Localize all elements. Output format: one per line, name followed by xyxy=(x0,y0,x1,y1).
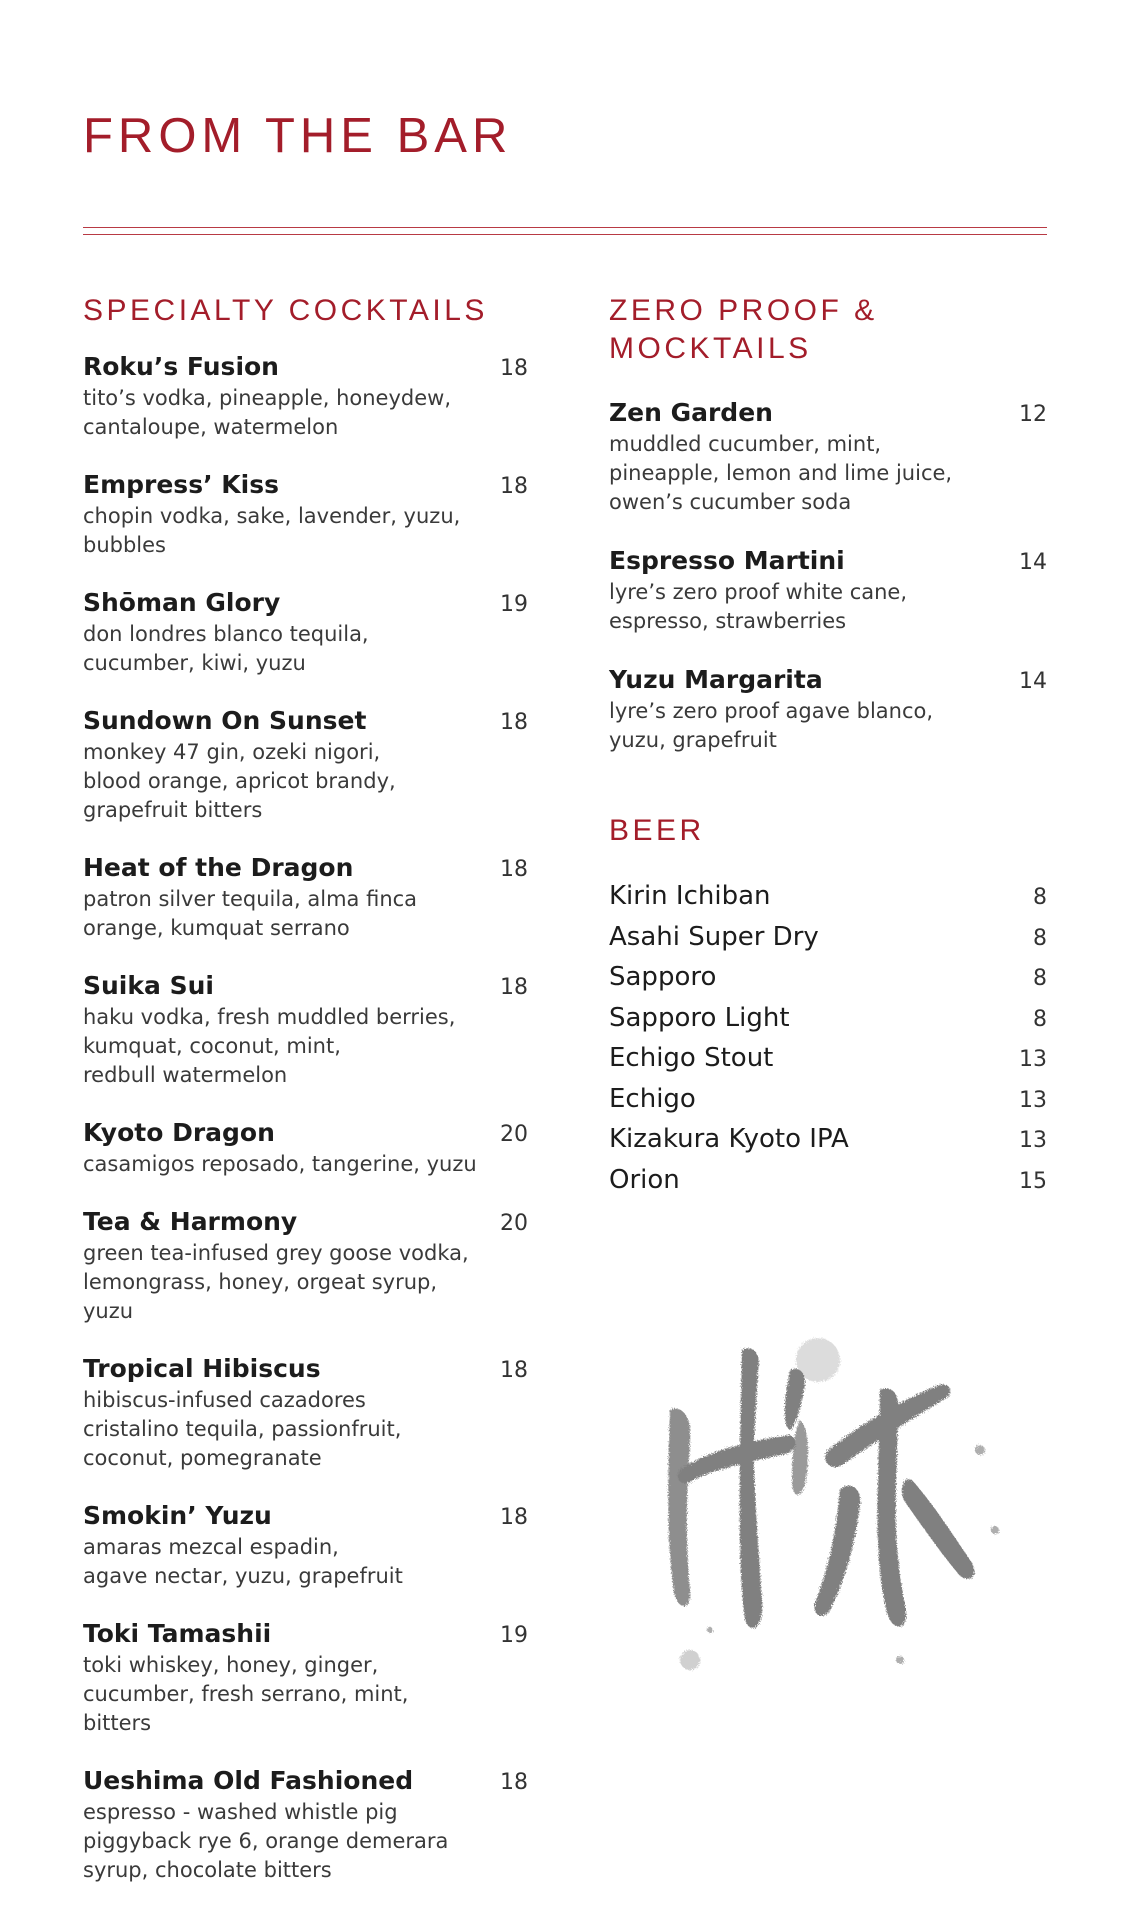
menu-item-name: Shōman Glory xyxy=(83,588,281,617)
beer-price: 8 xyxy=(1033,966,1047,991)
menu-item-price: 14 xyxy=(1019,669,1047,694)
beer-price: 15 xyxy=(1019,1168,1047,1194)
menu-item-header xyxy=(83,851,528,886)
menu-item-price: 18 xyxy=(500,1770,528,1795)
menu-item-description: hibiscus-infused cazadores cristalino tequila, passionfruit, coconut, pomegranate xyxy=(83,1388,402,1470)
menu-item xyxy=(83,1205,528,1326)
cocktail-list xyxy=(83,350,528,1885)
beer-price: 13 xyxy=(1019,1087,1047,1113)
section-title-beer: BEER xyxy=(609,814,705,847)
menu-item xyxy=(609,663,1047,755)
menu-item-description: lyre’s zero proof white cane, espresso, strawberries xyxy=(609,580,908,633)
menu-item xyxy=(609,544,1047,636)
zero-proof-section xyxy=(609,292,1047,1201)
beer-price: 13 xyxy=(1019,1128,1047,1153)
menu-item-price: 18 xyxy=(500,710,528,735)
beer-name: Echigo xyxy=(609,1083,696,1114)
menu-item-price: 14 xyxy=(1019,550,1047,575)
beer-item xyxy=(609,1120,1047,1161)
menu-item-header xyxy=(83,586,528,621)
beer-price: 8 xyxy=(1033,925,1047,951)
menu-item-name: Tropical Hibiscus xyxy=(83,1354,321,1383)
beer-price: 13 xyxy=(1019,1047,1047,1072)
menu-item-header xyxy=(609,544,1047,579)
menu-item xyxy=(83,851,528,943)
menu-item-price: 18 xyxy=(500,975,528,1000)
menu-item-name: Heat of the Dragon xyxy=(83,853,354,882)
menu-item-description: patron silver tequila, alma finca orange, kumquat serrano xyxy=(83,887,418,940)
menu-item-header xyxy=(609,663,1047,698)
menu-item-description: espresso - washed whistle pig piggyback rye 6, orange demerara syrup, chocolate bitters xyxy=(83,1800,449,1882)
menu-item-description: lyre’s zero proof agave blanco, yuzu, grapefruit xyxy=(609,699,934,752)
menu-item-header xyxy=(83,1617,528,1652)
menu-item-header xyxy=(83,1499,528,1534)
menu-item-price: 18 xyxy=(500,1358,528,1383)
menu-item-description: toki whiskey, honey, ginger, cucumber, fresh serrano, mint, bitters xyxy=(83,1653,409,1735)
menu-item xyxy=(83,969,528,1090)
menu-item-header xyxy=(83,969,528,1004)
menu-item-description: monkey 47 gin, ozeki nigori, blood orange, apricot brandy, grapefruit bitters xyxy=(83,740,396,822)
menu-item-name: Toki Tamashii xyxy=(83,1619,272,1648)
menu-item xyxy=(83,586,528,678)
divider-line xyxy=(83,227,1047,228)
menu-item-price: 19 xyxy=(500,592,528,617)
menu-item xyxy=(83,350,528,442)
menu-item-header xyxy=(609,396,1047,431)
menu-item-name: Yuzu Margarita xyxy=(609,665,823,694)
beer-item xyxy=(609,1080,1047,1121)
menu-item-name: Sundown On Sunset xyxy=(83,706,367,735)
menu-item-description: amaras mezcal espadin, agave nectar, yuzu, grapefruit xyxy=(83,1535,403,1588)
calligraphy-brush-icon xyxy=(650,1330,1030,1710)
menu-item-name: Smokin’ Yuzu xyxy=(83,1501,272,1530)
menu-item xyxy=(83,1764,528,1885)
menu-item-header xyxy=(83,1205,528,1240)
menu-item-header xyxy=(83,704,528,739)
beer-name: Kizakura Kyoto IPA xyxy=(609,1124,849,1154)
menu-item xyxy=(83,1499,528,1591)
menu-item-description: haku vodka, fresh muddled berries, kumquat, coconut, mint, redbull watermelon xyxy=(83,1005,456,1087)
menu-item-header xyxy=(83,1352,528,1387)
beer-name: Sapporo Light xyxy=(609,1002,790,1033)
beer-item xyxy=(609,999,1047,1040)
menu-item-name: Tea & Harmony xyxy=(83,1207,298,1236)
mocktail-list xyxy=(609,396,1047,755)
menu-item-price: 20 xyxy=(500,1122,528,1147)
beer-item xyxy=(609,1161,1047,1202)
menu-item-name: Empress’ Kiss xyxy=(83,470,279,499)
section-title-zero-proof: ZERO PROOF & MOCKTAILS xyxy=(609,294,878,365)
beer-name: Echigo Stout xyxy=(609,1043,774,1073)
menu-item-description: tito’s vodka, pineapple, honeydew, cantaloupe, watermelon xyxy=(83,386,452,439)
menu-item-price: 20 xyxy=(500,1211,528,1236)
beer-name: Sapporo xyxy=(609,962,717,992)
menu-item-name: Kyoto Dragon xyxy=(83,1118,275,1147)
beer-item xyxy=(609,1039,1047,1080)
beer-item xyxy=(609,877,1047,918)
divider-line xyxy=(83,234,1047,235)
beer-name: Kirin Ichiban xyxy=(609,881,771,911)
menu-item xyxy=(83,1116,528,1179)
menu-item-description: chopin vodka, sake, lavender, yuzu, bubbles xyxy=(83,504,461,557)
menu-item-price: 12 xyxy=(1019,402,1047,427)
menu-item-name: Zen Garden xyxy=(609,398,773,427)
menu-item-header xyxy=(83,350,528,385)
beer-list xyxy=(609,877,1047,1201)
menu-item xyxy=(609,396,1047,517)
menu-item-price: 18 xyxy=(500,474,528,499)
section-title-specialty: SPECIALTY COCKTAILS xyxy=(83,294,488,327)
menu-item xyxy=(83,1617,528,1738)
menu-item-price: 19 xyxy=(500,1623,528,1648)
menu-item xyxy=(83,704,528,825)
menu-item xyxy=(83,468,528,560)
menu-item-price: 18 xyxy=(500,1505,528,1530)
beer-item xyxy=(609,918,1047,959)
beer-name: Orion xyxy=(609,1164,680,1195)
beer-item xyxy=(609,958,1047,999)
menu-item-description: muddled cucumber, mint, pineapple, lemon and lime juice, owen’s cucumber soda xyxy=(609,432,953,514)
menu-item xyxy=(83,1352,528,1473)
menu-item-price: 18 xyxy=(500,356,528,381)
specialty-cocktails-section xyxy=(83,292,528,1911)
menu-item-name: Espresso Martini xyxy=(609,546,845,575)
beer-price: 8 xyxy=(1033,1006,1047,1032)
beer-name: Asahi Super Dry xyxy=(609,921,819,952)
menu-item-header xyxy=(83,468,528,503)
menu-item-name: Ueshima Old Fashioned xyxy=(83,1766,414,1795)
menu-item-description: casamigos reposado, tangerine, yuzu xyxy=(83,1152,477,1176)
menu-item-header xyxy=(83,1116,528,1151)
beer-price: 8 xyxy=(1033,885,1047,910)
page-title: FROM THE BAR xyxy=(83,109,513,163)
menu-item-price: 18 xyxy=(500,857,528,882)
menu-item-description: don londres blanco tequila, cucumber, kiwi, yuzu xyxy=(83,622,369,675)
menu-item-header xyxy=(83,1764,528,1799)
menu-item-name: Roku’s Fusion xyxy=(83,352,279,381)
menu-item-name: Suika Sui xyxy=(83,971,214,1000)
menu-item-description: green tea-infused grey goose vodka, lemongrass, honey, orgeat syrup, yuzu xyxy=(83,1241,469,1323)
